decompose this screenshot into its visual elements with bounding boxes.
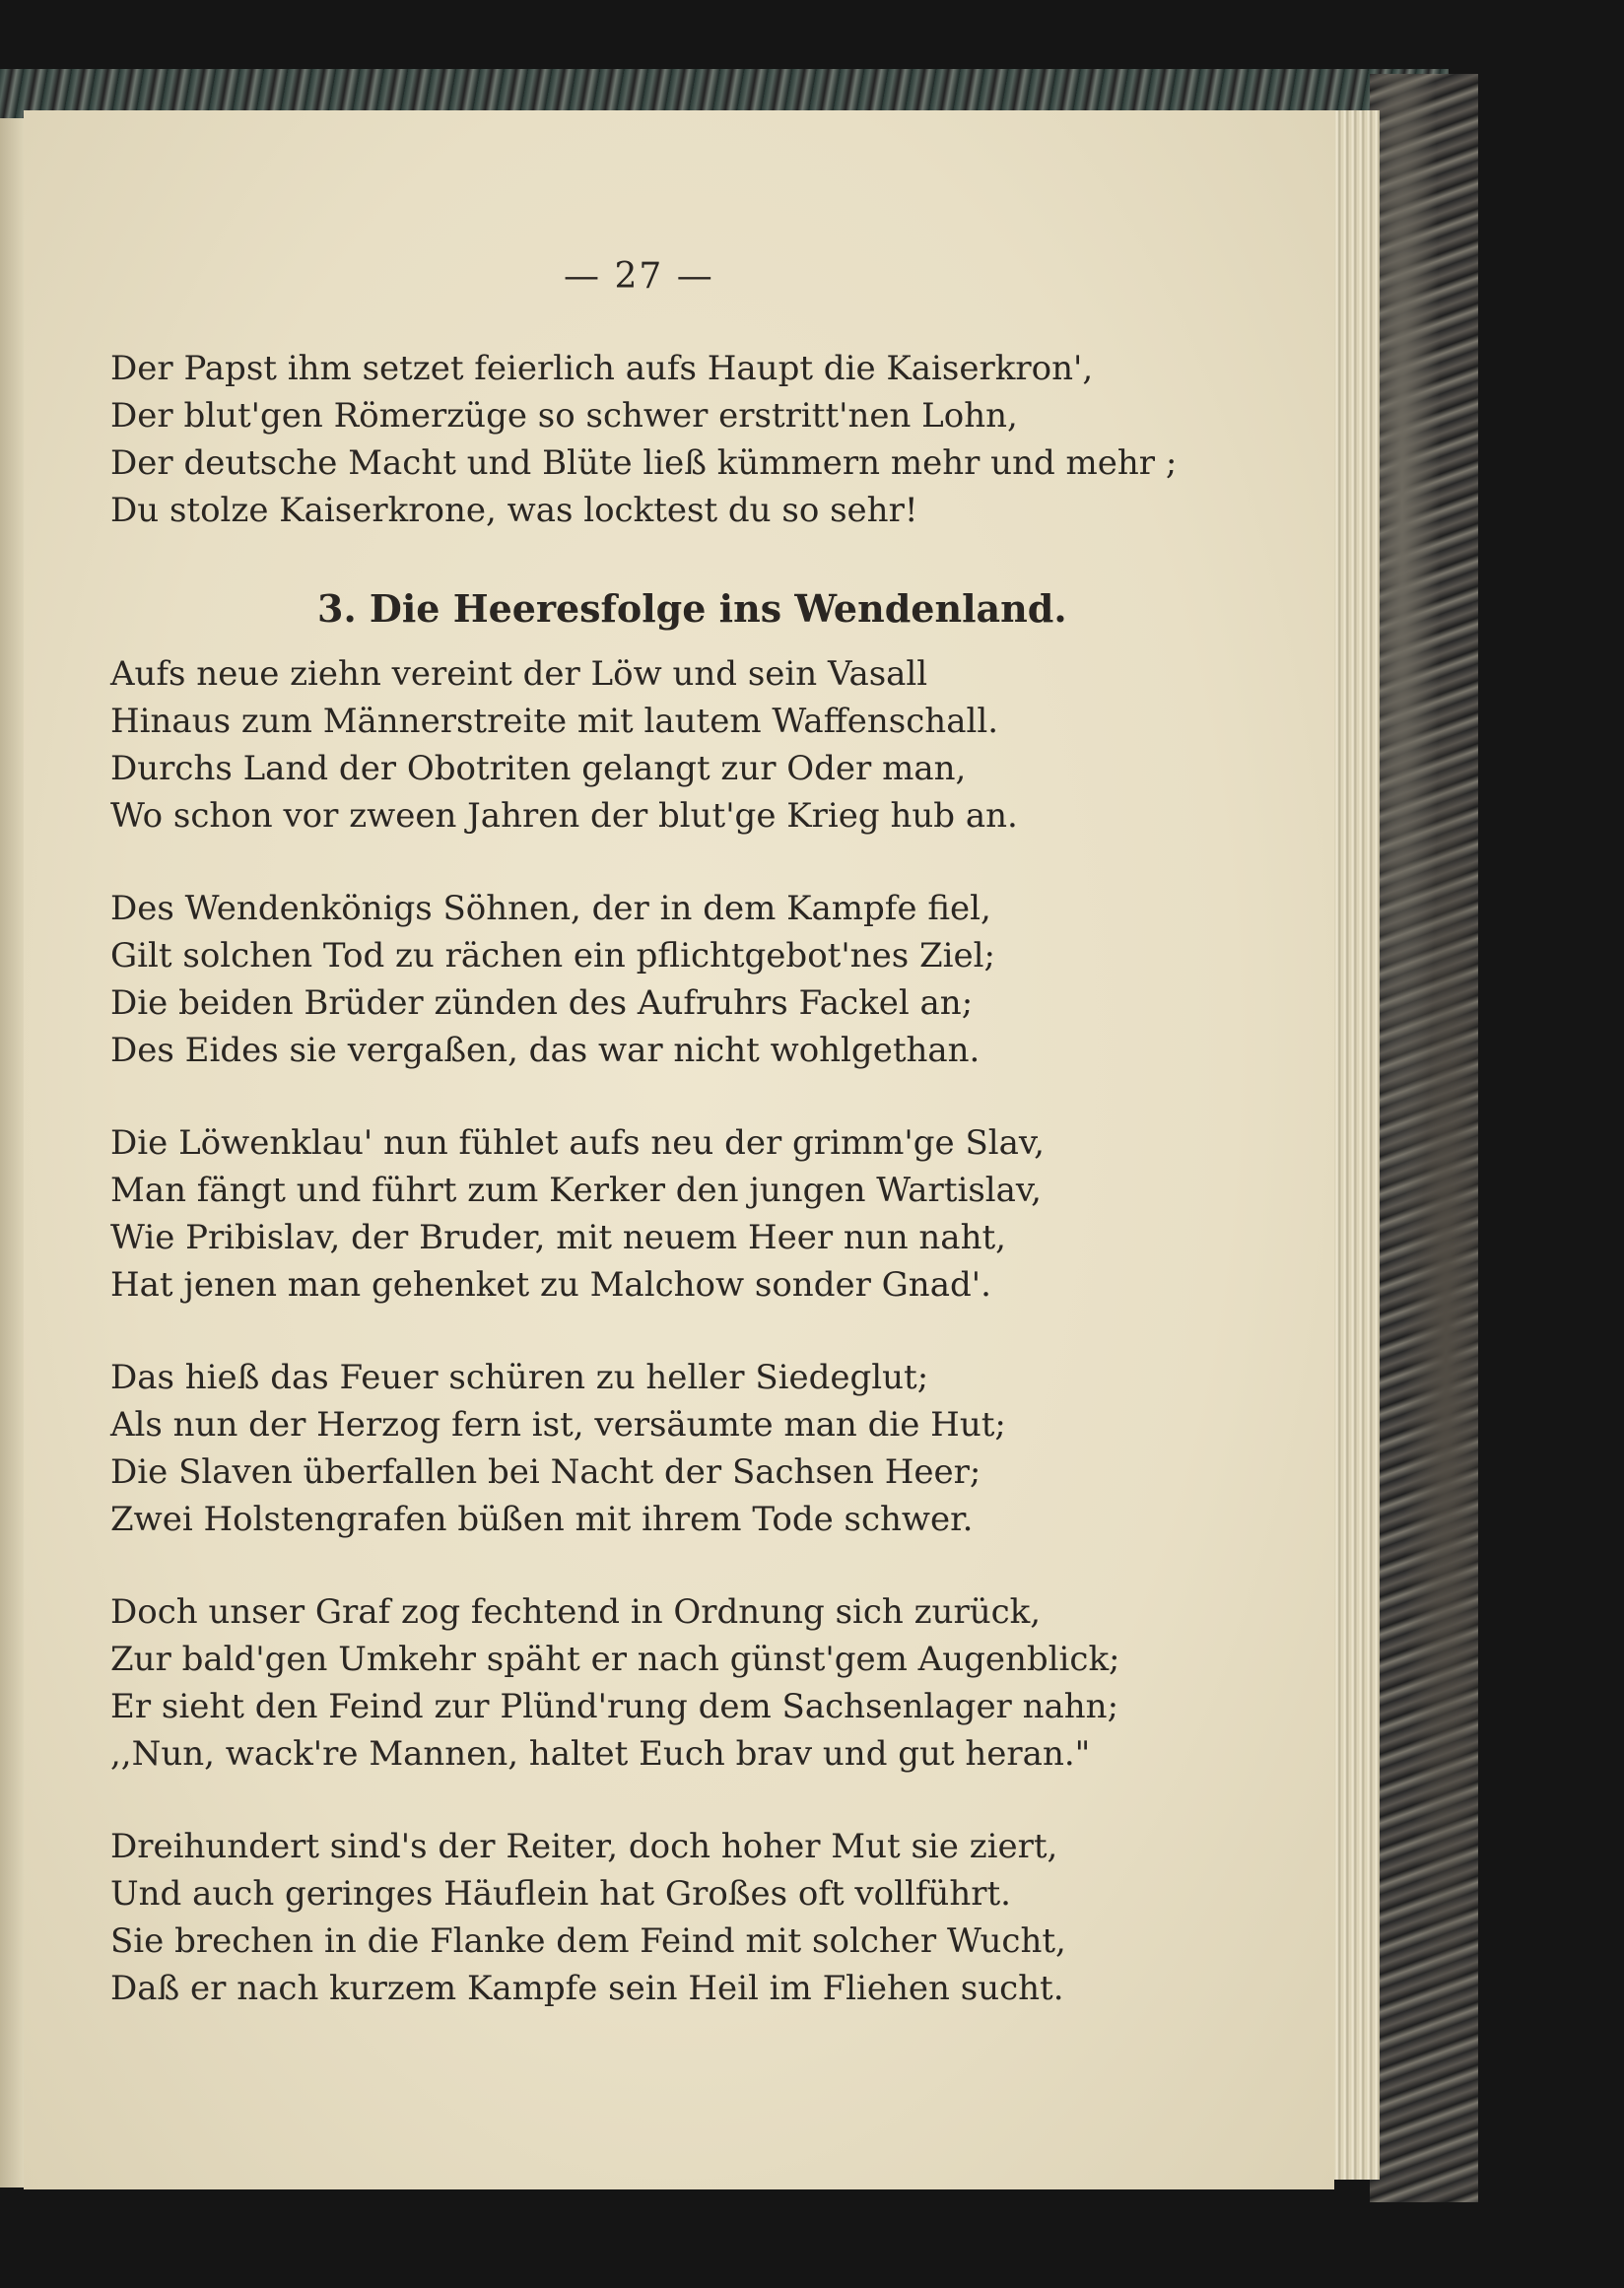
verse-line: Er sieht den Feind zur Plünd'rung dem Sachsenlager nahn; (110, 1687, 1119, 1726)
verse-line: Die Slaven überfallen bei Nacht der Sachsen Heer; (110, 1452, 981, 1492)
book-page (24, 110, 1334, 2189)
verse-line: Zur bald'gen Umkehr späht er nach günst'gem Augenblick; (110, 1640, 1120, 1679)
verse-line: Aufs neue ziehn vereint der Löw und sein Vasall (110, 654, 928, 694)
verse-line: Dreihundert sind's der Reiter, doch hoher Mut sie ziert, (110, 1827, 1058, 1866)
verse-line: Der Papst ihm setzet feierlich aufs Haupt die Kaiserkron', (110, 349, 1094, 388)
verse-line: Wo schon vor zween Jahren der blut'ge Krieg hub an. (110, 796, 1018, 836)
page-stack-edges (1332, 110, 1380, 2180)
verse-line: ,,Nun, wack're Mannen, haltet Euch brav und gut heran." (110, 1734, 1091, 1774)
verse-line: Hat jenen man gehenket zu Malchow sonder Gnad'. (110, 1265, 991, 1305)
page-number: — 27 — (564, 256, 714, 297)
verse-line: Das hieß das Feuer schüren zu heller Siedeglut; (110, 1358, 929, 1397)
intro-stanza (110, 345, 1322, 534)
verse-line: Des Wendenkönigs Söhnen, der in dem Kampfe fiel, (110, 889, 991, 928)
verse-line: Man fängt und führt zum Kerker den jungen Wartislav, (110, 1171, 1042, 1210)
verse-line: Gilt solchen Tod zu rächen ein pflichtgebot'nes Ziel; (110, 936, 995, 976)
verse-line: Doch unser Graf zog fechtend in Ordnung sich zurück, (110, 1592, 1042, 1632)
verse-line: Der deutsche Macht und Blüte ließ kümmern mehr und mehr ; (110, 443, 1178, 483)
section-heading: 3. Die Heeresfolge ins Wendenland. (317, 586, 1067, 631)
verse-line: Als nun der Herzog fern ist, versäumte man die Hut; (110, 1405, 1006, 1445)
verse-line: Hinaus zum Männerstreite mit lautem Waffenschall. (110, 702, 999, 741)
verse-line: Zwei Holstengrafen büßen mit ihrem Tode schwer. (110, 1500, 974, 1539)
stanza (110, 885, 1322, 1074)
stanza (110, 1823, 1322, 2012)
verse-line: Durchs Land der Obotriten gelangt zur Oder man, (110, 749, 967, 788)
verse-line: Und auch geringes Häuflein hat Großes oft vollführt. (110, 1874, 1011, 1914)
verse-line: Die Löwenklau' nun fühlet aufs neu der grimm'ge Slav, (110, 1123, 1045, 1163)
verse-line: Sie brechen in die Flanke dem Feind mit solcher Wucht, (110, 1921, 1066, 1961)
verse-line: Du stolze Kaiserkrone, was locktest du so sehr! (110, 491, 918, 530)
marbled-cover (1370, 74, 1478, 2202)
verse-line: Des Eides sie vergaßen, das war nicht wohlgethan. (110, 1031, 981, 1070)
verse-line: Die beiden Brüder zünden des Aufruhrs Fackel an; (110, 983, 974, 1023)
facing-page-edge (0, 118, 24, 2187)
stanza (110, 1119, 1322, 1309)
verse-line: Daß er nach kurzem Kampfe sein Heil im Fliehen sucht. (110, 1969, 1064, 2008)
verse-line: Der blut'gen Römerzüge so schwer erstritt'nen Lohn, (110, 396, 1018, 436)
page-text (110, 345, 1322, 2012)
stanza (110, 650, 1322, 840)
stanza (110, 1354, 1322, 1543)
stanza (110, 1588, 1322, 1778)
verse-line: Wie Pribislav, der Bruder, mit neuem Heer nun naht, (110, 1218, 1006, 1257)
